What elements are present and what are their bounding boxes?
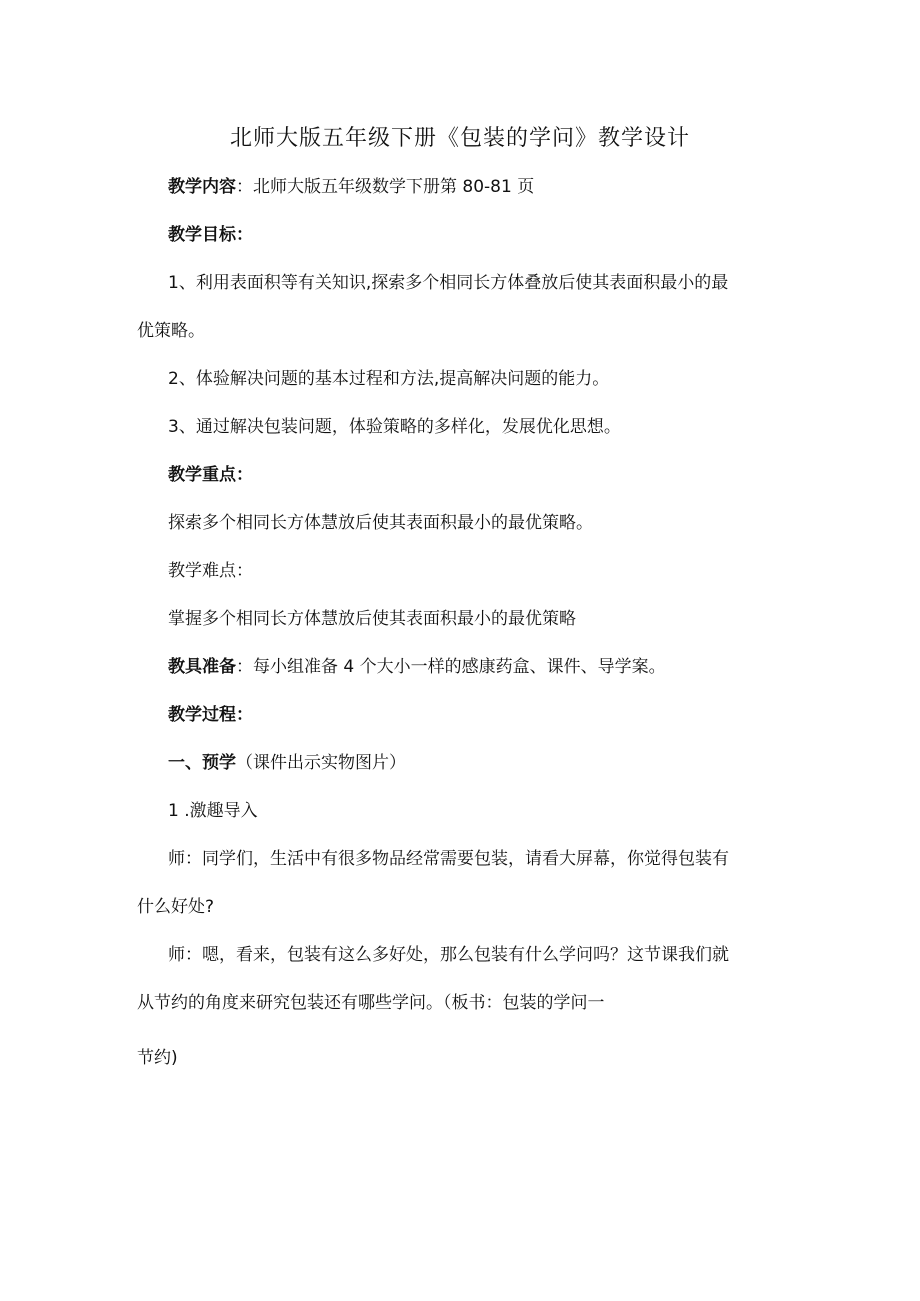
teacher-1-line-2: 什么好处? [137,897,215,917]
section-1-note: （课件出示实物图片） [236,753,406,773]
materials-text: 每小组准备 4 个大小一样的感康药盒、课件、导学案。 [253,657,666,677]
key-point-heading: 教学重点： [168,465,253,485]
teacher-2-line-3: 节约) [137,1048,178,1068]
teaching-content-line [168,175,534,199]
document-title: 北师大版五年级下册《包装的学问》教学设计 [229,126,690,151]
process-heading: 教学过程： [168,705,253,725]
goal-3: 3、通过解决包装问题，体验策略的多样化，发展优化思想。 [168,417,621,437]
goal-1-line-2: 优策略。 [137,321,205,341]
teacher-1-line-1: 师：同学们，生活中有很多物品经常需要包装，请看大屏幕，你觉得包装有 [168,849,729,869]
goal-2: 2、体验解决问题的基本过程和方法,提高解决问题的能力。 [168,369,610,389]
teacher-2-line-2: 从节约的角度来研究包装还有哪些学问。（板书：包装的学问一 [137,993,605,1013]
goal-1-line-1: 1、利用表面积等有关知识,探索多个相同长方体叠放后使其表面积最小的最 [168,273,729,293]
materials-line [168,655,666,679]
teaching-content-text: 北师大版五年级数学下册第 80-81 页 [253,177,535,197]
section-1-label: 一、预学 [168,753,236,773]
difficulty-text: 掌握多个相同长方体慧放后使其表面积最小的最优策略 [168,609,576,629]
teaching-goals-heading: 教学目标： [168,225,253,245]
step-1: 1 .激趣导入 [168,801,258,821]
section-1-line [168,751,406,775]
teaching-content-label: 教学内容 [168,177,236,197]
key-point-text: 探索多个相同长方体慧放后使其表面积最小的最优策略。 [168,513,593,533]
difficulty-heading: 教学难点： [168,561,253,581]
materials-colon: ： [236,657,253,677]
teaching-content-colon: ： [236,177,253,197]
teacher-2-line-1: 师：嗯，看来，包装有这么多好处，那么包装有什么学问吗？这节课我们就 [168,945,729,965]
materials-label: 教具准备 [168,657,236,677]
